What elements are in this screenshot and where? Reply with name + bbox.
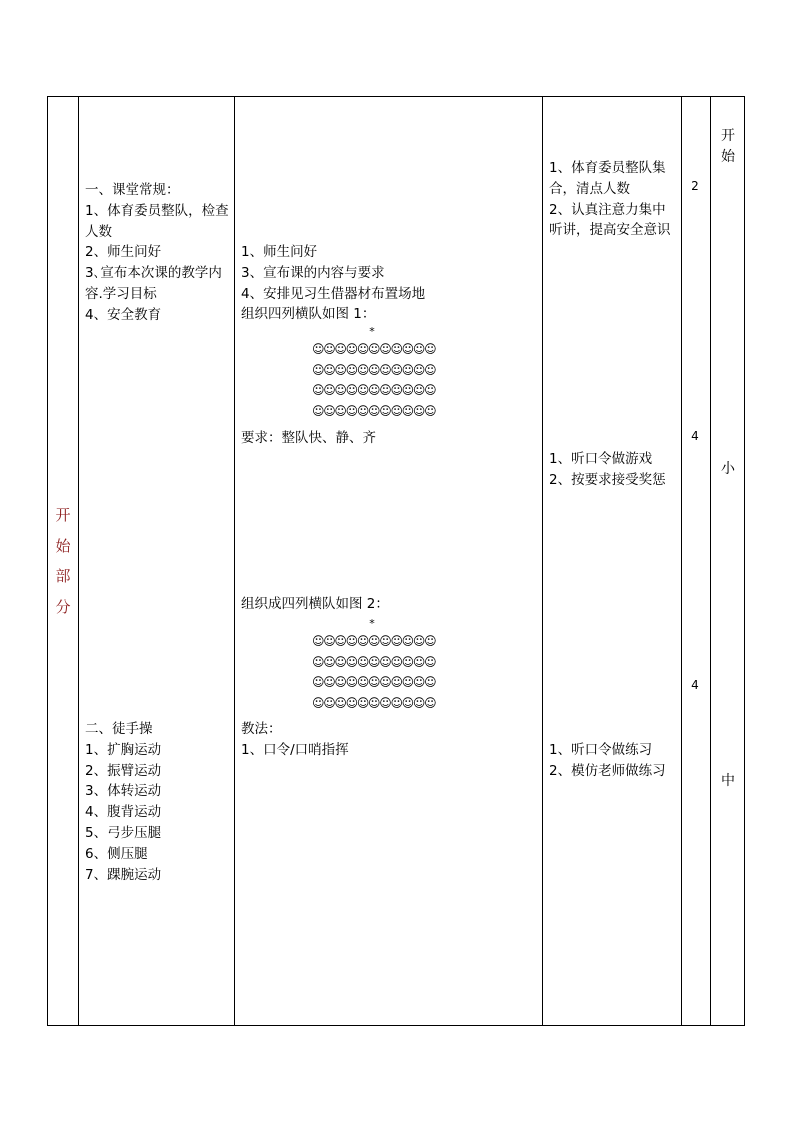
- formation-row: ☺☺☺☺☺☺☺☺☺☺☺: [312, 675, 436, 689]
- method-line: 1、口令/口哨指挥: [241, 741, 349, 758]
- student-line: 1、听口令做练习: [549, 742, 653, 758]
- intensity-medium: [710, 771, 746, 792]
- content-line: 二、徒手操: [85, 721, 153, 737]
- formation-row: ☺☺☺☺☺☺☺☺☺☺☺: [312, 342, 436, 356]
- time-value: 4: [691, 429, 699, 443]
- column-divider: [234, 97, 235, 1025]
- student-line: 1、体育委员整队集: [549, 160, 666, 176]
- content-line: 2、师生问好: [85, 244, 162, 261]
- intensity-char: 中: [721, 773, 735, 789]
- content-line: 一、课堂常规：: [85, 182, 180, 198]
- intensity-char: 小: [721, 461, 735, 477]
- content-line: 7、踝腕运动: [85, 866, 162, 883]
- content-line: 3､宣布本次课的教学内: [85, 265, 222, 282]
- student-line: 2、模仿老师做练习: [549, 762, 666, 779]
- section-char: 部: [55, 567, 71, 585]
- section-label: [48, 500, 78, 622]
- formation-diagram-2: [312, 617, 436, 713]
- column-divider: [78, 97, 79, 1025]
- formation-row: ☺☺☺☺☺☺☺☺☺☺☺: [312, 634, 436, 648]
- content-line: 1、体育委员整队，检查: [85, 202, 229, 219]
- requirement-text: [241, 428, 376, 449]
- requirement-line: 要求：整队快、静、齐: [241, 430, 376, 446]
- section-char: 开: [55, 506, 71, 524]
- content-line: 4、安全教育: [85, 306, 162, 323]
- time-value: 4: [691, 678, 699, 692]
- content-block-exercises: [85, 719, 161, 885]
- content-line: 4、腹背运动: [85, 804, 162, 821]
- content-line: 容.学习目标: [85, 285, 157, 302]
- student-line: 合，清点人数: [549, 180, 630, 197]
- content-line: 2、振臂运动: [85, 762, 162, 779]
- column-divider: [542, 97, 543, 1025]
- student-line: 2、按要求接受奖惩: [549, 471, 666, 488]
- formation-row: ☺☺☺☺☺☺☺☺☺☺☺: [312, 362, 436, 377]
- formation-row: ☺☺☺☺☺☺☺☺☺☺☺: [312, 695, 436, 710]
- content-line: 3、体转运动: [85, 783, 162, 800]
- intensity-char: 开: [721, 128, 735, 144]
- lesson-plan-table: [47, 96, 745, 1026]
- column-divider: [710, 97, 711, 1025]
- formation-diagram-1: [312, 325, 436, 421]
- student-block-1: [549, 158, 671, 241]
- organization-intro: [241, 242, 425, 325]
- student-line: 听讲，提高安全意识: [549, 222, 671, 239]
- content-block-routine: [85, 180, 229, 326]
- student-block-2: [549, 449, 666, 491]
- content-line: 1、扩胸运动: [85, 741, 162, 758]
- intensity-start: [710, 126, 746, 168]
- content-line: 人数: [85, 223, 112, 240]
- formation-row: ☺☺☺☺☺☺☺☺☺☺☺: [312, 654, 436, 669]
- student-line: 1、听口令做游戏: [549, 451, 653, 467]
- organization-line: 组织四列横队如图 1：: [241, 306, 376, 323]
- organization-intro-2: [241, 594, 389, 615]
- organization-line: 组织成四列横队如图 2：: [241, 596, 389, 612]
- organization-line: 1、师生问好: [241, 244, 318, 260]
- formation-row: ☺☺☺☺☺☺☺☺☺☺☺: [312, 403, 436, 418]
- student-block-3: [549, 740, 666, 782]
- content-line: 5、弓步压腿: [85, 824, 162, 841]
- teaching-method: [241, 719, 349, 761]
- organization-line: 3、宣布课的内容与要求: [241, 264, 385, 281]
- organization-line: 4、安排见习生借器材布置场地: [241, 285, 426, 302]
- method-line: 教法：: [241, 721, 282, 737]
- section-char: 分: [55, 597, 71, 616]
- section-char: 始: [55, 536, 71, 555]
- teacher-marker: *: [369, 325, 375, 338]
- column-divider: [681, 97, 682, 1025]
- content-line: 6、侧压腿: [85, 845, 148, 862]
- teacher-marker: *: [369, 617, 375, 630]
- intensity-small: [710, 459, 746, 480]
- intensity-char: 始: [721, 149, 735, 165]
- student-line: 2、认真注意力集中: [549, 201, 666, 218]
- formation-row: ☺☺☺☺☺☺☺☺☺☺☺: [312, 383, 436, 397]
- time-value: 2: [691, 179, 699, 193]
